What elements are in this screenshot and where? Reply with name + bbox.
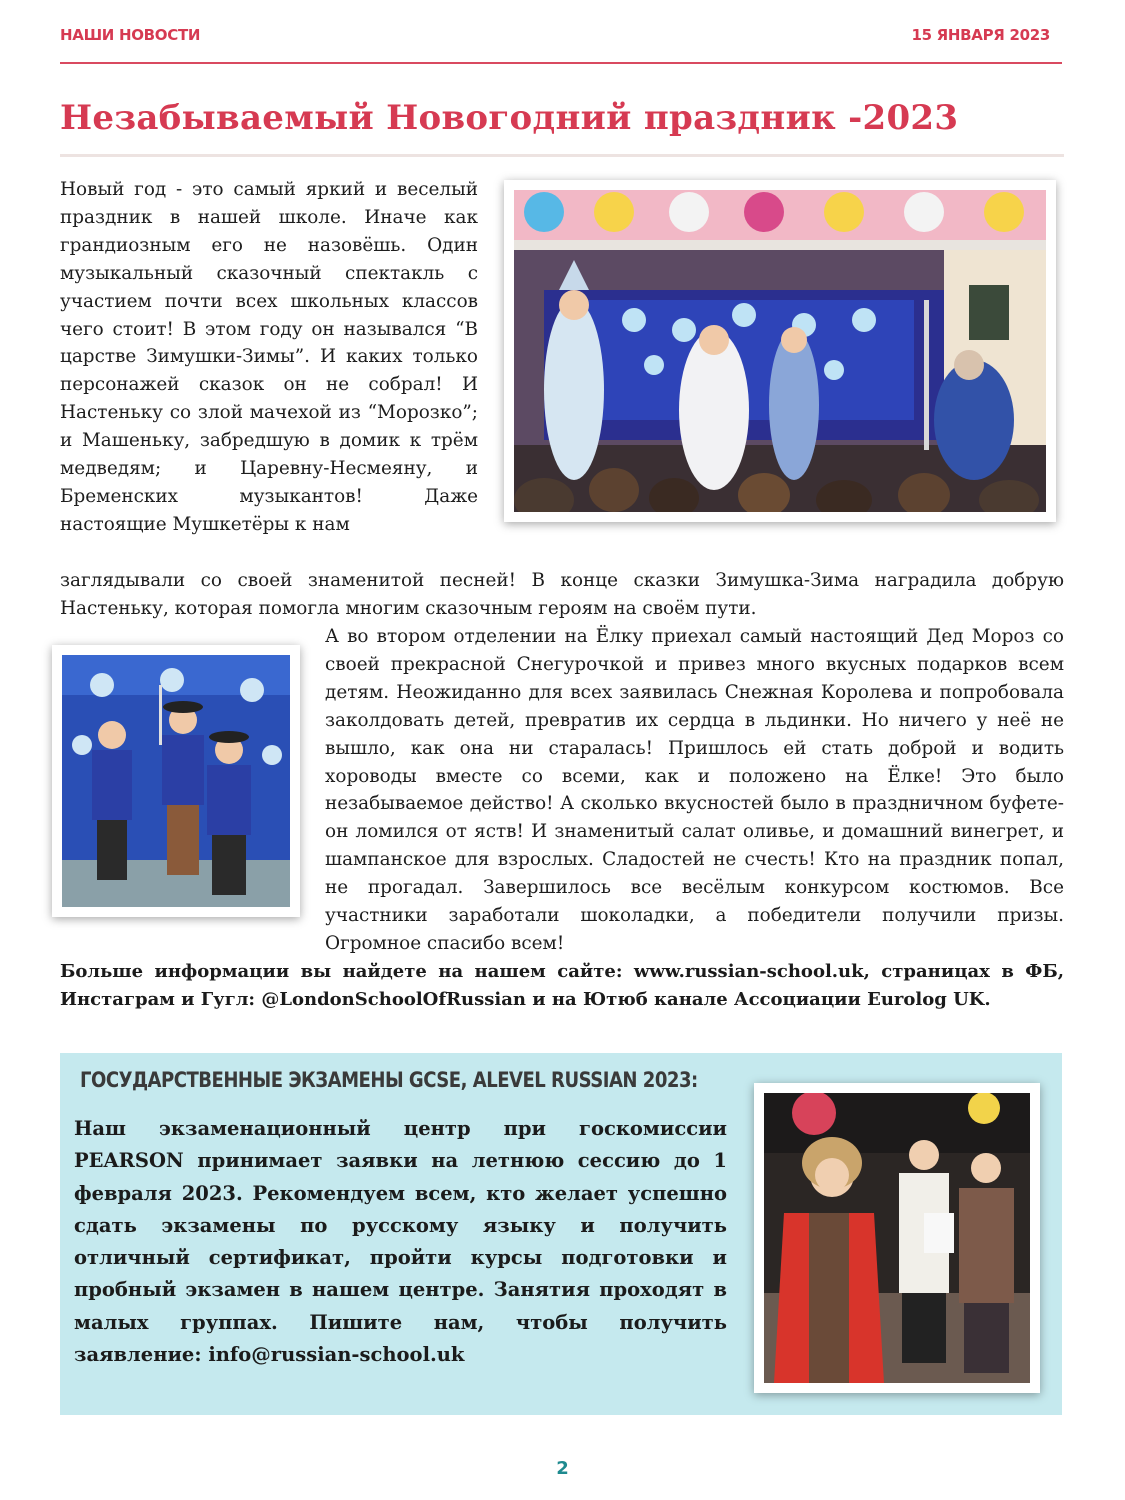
section-label: НАШИ НОВОСТИ xyxy=(60,26,201,44)
article-paragraph-1-continued: заглядывали со своей знаменитой песней! В конце сказки Зимушка-Зима наградила добрую Настеньку, которая помогла многим сказочным героям на своём пути. xyxy=(60,570,1064,619)
photo-exam-ceremony xyxy=(754,1083,1040,1393)
exam-ceremony-image xyxy=(764,1093,1030,1383)
page-header xyxy=(60,26,1050,52)
title-divider xyxy=(60,154,1064,157)
article-paragraph-1: Новый год - это самый яркий и веселый праздник в нашей школе. Иначе как грандиозным его не назовёшь. Один музыкальный сказочный спектакль с участием почти всех школьных классов чего стоит! В этом году он назывался “В царстве Зимушки-Зимы”. И каких только персонажей сказок он не собрал! И Настеньку со злой мачехой из “Морозко”; и Машеньку, забредшую в домик к трём медведям; и Царевну-Несмеяну, и Бременских музыкантов! Даже настоящие Мушкетёры к нам xyxy=(60,179,478,535)
stage-performance-image xyxy=(514,190,1046,512)
issue-date: 15 ЯНВАРЯ 2023 xyxy=(911,26,1050,44)
photo-musketeers xyxy=(52,645,300,917)
more-info-text: Больше информации вы найдете на нашем сайте: www.russian-school.uk, страницах в ФБ, Инстаграм и Гугл: @LondonSchoolOfRussian и на Ютюб канале Ассоциации Eurolog UK. xyxy=(60,961,1064,1010)
exam-text: Наш экзаменационный центр при госкомиссии PEARSON принимает заявки на летнюю сессию до 1 февраля 2023. Рекомендуем всем, кто желает успешно сдать экзамены по русскому языку и получить отличный сертификат, пройти курсы подготовки и пробный экзамен в нашем центре. Занятия проходят в малых группах. Пишите нам, чтобы получить заявление: info@russian-school.uk xyxy=(74,1117,727,1367)
header-divider xyxy=(60,62,1062,64)
article-paragraph-2: А во втором отделении на Ёлку приехал самый настоящий Дед Мороз со своей прекрасной Снегурочкой и привез много вкусных подарков всем детям. Неожиданно для всех заявилась Снежная Королева и попробовала заколдовать детей, превратив их сердца в льдинки. Но ничего у неё не вышло, как она ни старалась! Пришлось ей стать доброй и водить хороводы вместе со всеми, как и положено на Ёлке! Это было незабываемое действо! А сколько вкусностей было в праздничном буфете-он ломился от яств! И знаменитый салат оливье, и домашний винегрет, и шампанское для взрослых. Сладостей не счесть! Кто на праздник попал, не прогадал. Завершилось все весёлым конкурсом костюмов. Все участники заработали шоколадки, а победители получили призы. Огромное спасибо всем! xyxy=(325,626,1064,954)
page-number: 2 xyxy=(556,1458,569,1479)
exam-heading: ГОСУДАРСТВЕННЫЕ ЭКЗАМЕНЫ GCSE, ALEVEL RUSSIAN 2023: xyxy=(80,1068,698,1092)
article-title: Незабываемый Новогодний праздник -2023 xyxy=(60,98,959,138)
photo-stage-performance xyxy=(504,180,1056,522)
musketeers-image xyxy=(62,655,290,907)
exam-section xyxy=(60,1053,1062,1415)
